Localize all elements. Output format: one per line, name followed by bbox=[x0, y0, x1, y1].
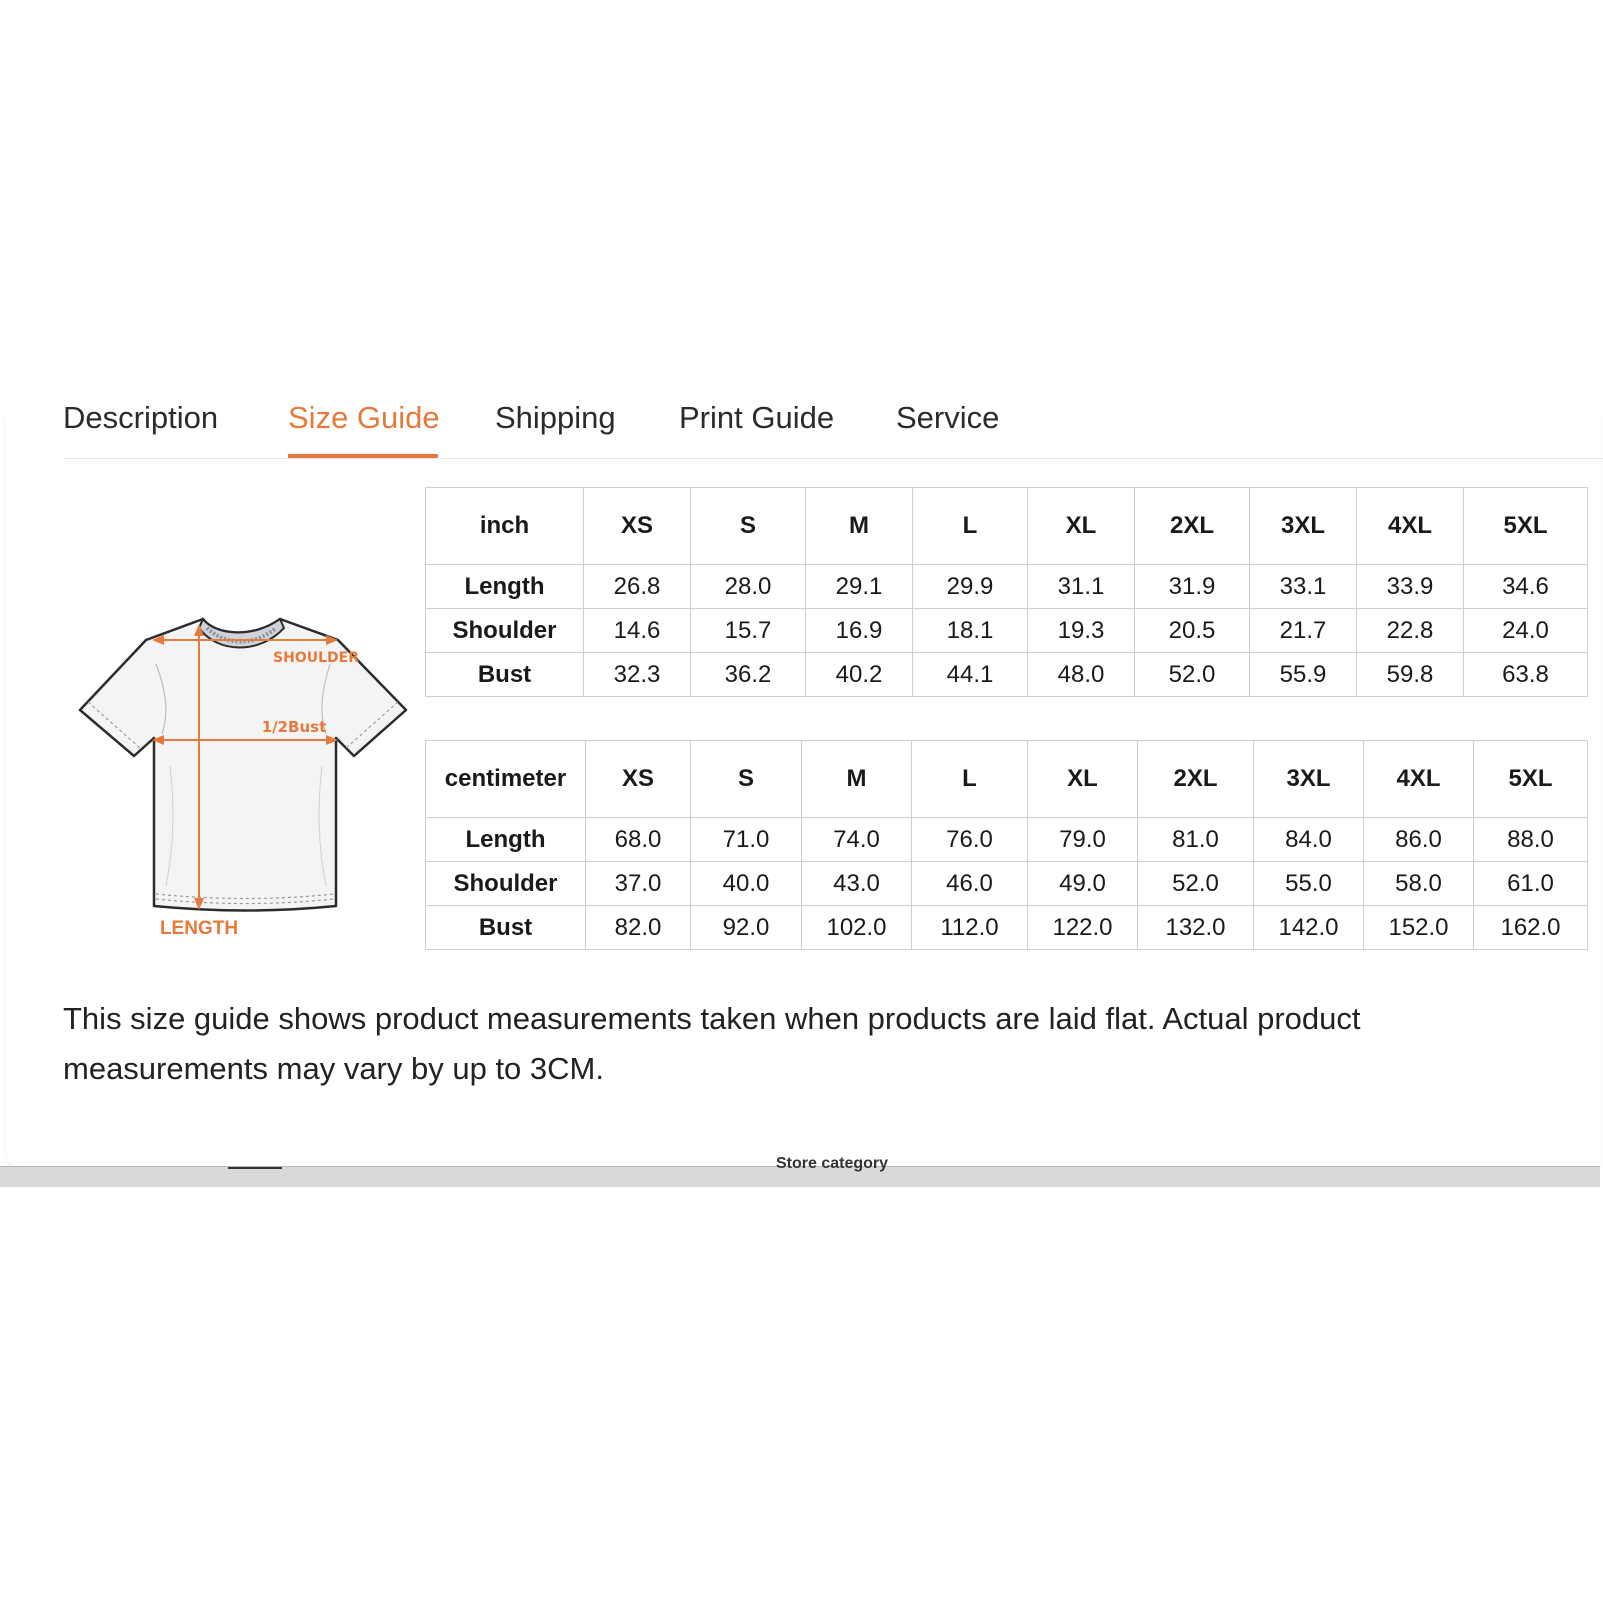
table-cell: 28.0 bbox=[691, 565, 806, 609]
table-cell: 33.1 bbox=[1250, 565, 1357, 609]
table-cell: 81.0 bbox=[1138, 818, 1254, 862]
table-cell: 88.0 bbox=[1474, 818, 1588, 862]
table-row bbox=[426, 862, 1588, 906]
table-cell: 55.0 bbox=[1254, 862, 1364, 906]
table-cell: 55.9 bbox=[1250, 653, 1357, 697]
table-cell: 102.0 bbox=[802, 906, 912, 950]
tab-service[interactable]: Service bbox=[896, 400, 1000, 435]
table-cell: 31.9 bbox=[1135, 565, 1250, 609]
table-cell: 22.8 bbox=[1357, 609, 1464, 653]
size-header: 2XL bbox=[1135, 488, 1250, 565]
table-cell: 61.0 bbox=[1474, 862, 1588, 906]
table-cell: 37.0 bbox=[586, 862, 691, 906]
table-cell: 29.1 bbox=[806, 565, 913, 609]
below-indicator bbox=[228, 1167, 282, 1169]
table-cell: 26.8 bbox=[584, 565, 691, 609]
table-cell: 68.0 bbox=[586, 818, 691, 862]
size-table-centimeter bbox=[425, 740, 1588, 950]
table-cell: 43.0 bbox=[802, 862, 912, 906]
table-cell: 59.8 bbox=[1357, 653, 1464, 697]
table-cell: 152.0 bbox=[1364, 906, 1474, 950]
length-label: LENGTH bbox=[159, 918, 239, 939]
row-label: Bust bbox=[426, 906, 586, 950]
size-header: S bbox=[691, 741, 802, 818]
table-cell: 76.0 bbox=[912, 818, 1028, 862]
table-cell: 29.9 bbox=[913, 565, 1028, 609]
tab-description[interactable]: Description bbox=[63, 400, 219, 435]
table-row bbox=[426, 818, 1588, 862]
size-guide-panel bbox=[6, 400, 1600, 1166]
table-cell: 162.0 bbox=[1474, 906, 1588, 950]
row-label: Length bbox=[426, 565, 584, 609]
table-cell: 49.0 bbox=[1028, 862, 1138, 906]
table-cell: 79.0 bbox=[1028, 818, 1138, 862]
table-cell: 19.3 bbox=[1028, 609, 1135, 653]
table-cell: 142.0 bbox=[1254, 906, 1364, 950]
unit-header: inch bbox=[426, 488, 584, 565]
size-header: M bbox=[802, 741, 912, 818]
table-header-row bbox=[426, 488, 1588, 565]
table-cell: 31.1 bbox=[1028, 565, 1135, 609]
size-header: XS bbox=[586, 741, 691, 818]
table-cell: 33.9 bbox=[1357, 565, 1464, 609]
row-label: Bust bbox=[426, 653, 584, 697]
active-tab-indicator bbox=[288, 454, 438, 458]
tshirt-measurement-diagram bbox=[76, 606, 418, 946]
table-cell: 82.0 bbox=[586, 906, 691, 950]
table-cell: 52.0 bbox=[1135, 653, 1250, 697]
table-cell: 14.6 bbox=[584, 609, 691, 653]
size-header: 4XL bbox=[1357, 488, 1464, 565]
page-below-panel bbox=[0, 1155, 1600, 1187]
product-info-tabs bbox=[63, 400, 1603, 459]
table-cell: 40.2 bbox=[806, 653, 913, 697]
size-header: 3XL bbox=[1250, 488, 1357, 565]
table-cell: 52.0 bbox=[1138, 862, 1254, 906]
table-row bbox=[426, 565, 1588, 609]
size-header: 4XL bbox=[1364, 741, 1474, 818]
table-cell: 71.0 bbox=[691, 818, 802, 862]
size-header: 5XL bbox=[1474, 741, 1588, 818]
size-header: 2XL bbox=[1138, 741, 1254, 818]
row-label: Length bbox=[426, 818, 586, 862]
size-header: L bbox=[913, 488, 1028, 565]
tab-shipping[interactable]: Shipping bbox=[495, 400, 616, 435]
size-header: S bbox=[691, 488, 806, 565]
table-header-row bbox=[426, 741, 1588, 818]
table-cell: 21.7 bbox=[1250, 609, 1357, 653]
table-cell: 18.1 bbox=[913, 609, 1028, 653]
table-cell: 63.8 bbox=[1464, 653, 1588, 697]
size-guide-note: This size guide shows product measurements taken when products are laid flat. Actual product measurements may vary by up to 3CM. bbox=[63, 1001, 1361, 1086]
tab-size-guide[interactable]: Size Guide bbox=[288, 400, 440, 435]
size-header: 5XL bbox=[1464, 488, 1588, 565]
table-cell: 122.0 bbox=[1028, 906, 1138, 950]
table-row bbox=[426, 609, 1588, 653]
table-cell: 48.0 bbox=[1028, 653, 1135, 697]
bust-label: 1/2Bust bbox=[261, 718, 327, 736]
table-cell: 20.5 bbox=[1135, 609, 1250, 653]
row-label: Shoulder bbox=[426, 862, 586, 906]
size-table-inch bbox=[425, 487, 1588, 697]
table-cell: 92.0 bbox=[691, 906, 802, 950]
table-cell: 32.3 bbox=[584, 653, 691, 697]
table-cell: 15.7 bbox=[691, 609, 806, 653]
table-cell: 84.0 bbox=[1254, 818, 1364, 862]
row-label: Shoulder bbox=[426, 609, 584, 653]
size-header: XL bbox=[1028, 488, 1135, 565]
tab-print-guide[interactable]: Print Guide bbox=[679, 400, 835, 435]
table-cell: 58.0 bbox=[1364, 862, 1474, 906]
table-cell: 86.0 bbox=[1364, 818, 1474, 862]
table-cell: 44.1 bbox=[913, 653, 1028, 697]
table-cell: 24.0 bbox=[1464, 609, 1588, 653]
table-cell: 46.0 bbox=[912, 862, 1028, 906]
table-cell: 34.6 bbox=[1464, 565, 1588, 609]
size-header: XL bbox=[1028, 741, 1138, 818]
table-row bbox=[426, 653, 1588, 697]
size-header: 3XL bbox=[1254, 741, 1364, 818]
size-header: L bbox=[912, 741, 1028, 818]
size-header: XS bbox=[584, 488, 691, 565]
table-cell: 16.9 bbox=[806, 609, 913, 653]
table-cell: 132.0 bbox=[1138, 906, 1254, 950]
size-header: M bbox=[806, 488, 913, 565]
table-cell: 112.0 bbox=[912, 906, 1028, 950]
table-cell: 74.0 bbox=[802, 818, 912, 862]
shoulder-label: SHOULDER bbox=[273, 650, 359, 666]
table-cell: 36.2 bbox=[691, 653, 806, 697]
table-row bbox=[426, 906, 1588, 950]
table-cell: 40.0 bbox=[691, 862, 802, 906]
unit-header: centimeter bbox=[426, 741, 586, 818]
store-category-label[interactable]: Store category bbox=[776, 1155, 889, 1172]
